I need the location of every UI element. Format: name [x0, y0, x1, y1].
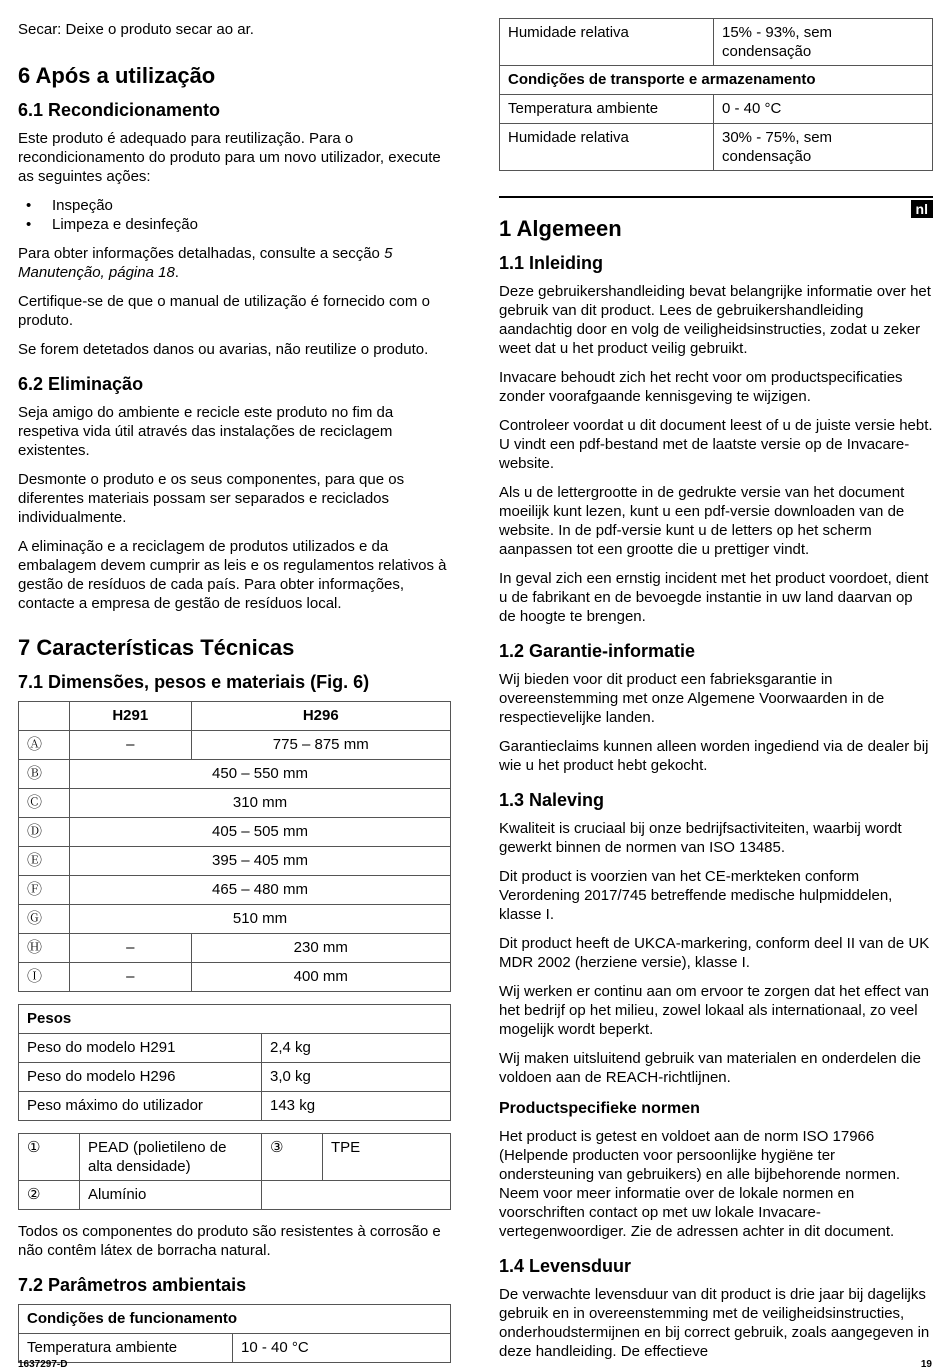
dimension-symbol: Ⓓ	[19, 818, 70, 847]
table-row	[19, 963, 451, 992]
dimension-symbol: Ⓒ	[19, 789, 70, 818]
table-header-empty	[19, 702, 70, 731]
paragraph: Desmonte o produto e os seus componentes, para que os diferentes materiais possam ser separados e reciclados individualmente.	[18, 471, 405, 526]
paragraph: Als u de lettergrootte in de gedrukte versie van het document moeilijk kunt lezen, kunt u een pdf-versie downloaden van de website. In de pdf-versie kunt u de letters op het scherm aanpassen tot een grootte die u prettiger vindt.	[499, 484, 905, 558]
subsection-heading: Productspecifieke normen	[499, 1100, 700, 1117]
table-row	[19, 1181, 451, 1210]
table-row	[19, 905, 451, 934]
table-cell: Temperatura ambiente	[500, 95, 714, 124]
table-row	[19, 1063, 451, 1092]
drying-instruction: Secar: Deixe o produto secar ao ar.	[18, 21, 254, 38]
table-cell: 405 – 505 mm	[70, 818, 451, 847]
table-cell: Alumínio	[80, 1181, 262, 1210]
table-cell: Peso máximo do utilizador	[19, 1092, 262, 1121]
paragraph	[18, 244, 451, 282]
dimension-symbol: Ⓘ	[19, 963, 70, 992]
table-row	[19, 934, 451, 963]
section-link[interactable]: 5 Manutenção, página 18	[18, 245, 393, 281]
paragraph: Invacare behoudt zich het recht voor om productspecificaties zonder voorafgaande kennisgeving te wijzigen.	[499, 369, 903, 405]
table-cell: –	[70, 963, 192, 992]
paragraph: Se forem detetados danos ou avarias, não reutilize o produto.	[18, 341, 429, 358]
table-header: Condições de funcionamento	[19, 1305, 451, 1334]
paragraph: Seja amigo do ambiente e recicle este produto no fim da respetiva vida útil através das instalações de reciclagem existentes.	[18, 404, 394, 459]
dimension-symbol: Ⓕ	[19, 876, 70, 905]
table-cell: Humidade relativa	[500, 124, 714, 171]
list-item: • Limpeza e desinfeção	[18, 215, 451, 234]
table-cell: 230 mm	[191, 934, 451, 963]
section-6-1-heading: 6.1 Recondicionamento	[18, 100, 221, 120]
table-row	[19, 847, 451, 876]
table-row	[19, 760, 451, 789]
paragraph: Este produto é adequado para reutilização. Para o recondicionamento do produto para um novo utilizador, execute as seguintes ações:	[18, 130, 441, 185]
table-header: H296	[191, 702, 451, 731]
table-row	[19, 789, 451, 818]
paragraph: Deze gebruikershandleiding bevat belangrijke informatie over het gebruik van dit product. Lees de gebruikershandleiding aandachtig door en volg de veiligheidsinstructies, zodat u zeker weet dat u het product veilig gebruikt.	[499, 283, 931, 357]
right-column	[499, 0, 933, 1371]
table-header: Pesos	[19, 1005, 451, 1034]
table-cell: 2,4 kg	[262, 1034, 451, 1063]
weights-table	[18, 1004, 451, 1121]
section-1-1-heading: 1.1 Inleiding	[499, 253, 604, 273]
dimension-symbol: Ⓔ	[19, 847, 70, 876]
table-cell: 450 – 550 mm	[70, 760, 451, 789]
paragraph: Garantieclaims kunnen alleen worden ingediend via de dealer bij wie u het product hebt gekocht.	[499, 738, 929, 774]
page-number: 19	[920, 1359, 932, 1370]
table-row	[19, 702, 451, 731]
table-cell: 30% - 75%, sem condensação	[714, 124, 933, 171]
paragraph: Kwaliteit is cruciaal bij onze bedrijfsactiviteiten, waarbij wordt gewerkt binnen de normen van ISO 13485.	[499, 820, 902, 856]
dimension-symbol: Ⓑ	[19, 760, 70, 789]
paragraph: Het product is getest en voldoet aan de norm ISO 17966 (Helpende producten voor persoonlijke hygiëne ter ondersteuning van gebruikers) en alle bijbehorende normen. Neem voor meer informatie over de lokale normen en voorschriften contact op met uw lokale Invacare-vertegenwoordiger. Zie de adressen achter in dit document.	[499, 1128, 901, 1240]
paragraph: Dit product is voorzien van het CE-merkteken conform Verordening 2017/745 betreffende medische hulpmiddelen, klasse I.	[499, 868, 893, 923]
language-tab: nl	[911, 200, 933, 218]
materials-table	[18, 1133, 451, 1210]
material-number: ③	[262, 1134, 323, 1181]
table-row	[500, 19, 933, 66]
table-cell: Peso do modelo H291	[19, 1034, 262, 1063]
section-7-heading: 7 Características Técnicas	[18, 635, 295, 660]
table-cell-empty	[262, 1181, 451, 1210]
table-row	[19, 1034, 451, 1063]
table-row	[500, 66, 933, 95]
actions-list	[18, 196, 451, 234]
section-1-2-heading: 1.2 Garantie-informatie	[499, 641, 696, 661]
text: .	[174, 264, 179, 281]
language-divider	[499, 196, 933, 217]
operating-conditions-table	[18, 1304, 451, 1363]
table-header: H291	[70, 702, 192, 731]
table-cell: Humidade relativa	[500, 19, 714, 66]
table-cell: PEAD (polietileno de alta densidade)	[80, 1134, 262, 1181]
table-cell: 10 - 40 °C	[233, 1334, 451, 1363]
table-cell: Peso do modelo H296	[19, 1063, 262, 1092]
table-row	[19, 1005, 451, 1034]
paragraph: In geval zich een ernstig incident met het product voordoet, dient u de fabrikant en de bevoegde instantie in uw land daarvan op de hoogte te brengen.	[499, 570, 929, 625]
table-cell: 3,0 kg	[262, 1063, 451, 1092]
table-row	[19, 818, 451, 847]
table-cell: 15% - 93%, sem condensação	[714, 19, 933, 66]
paragraph: Certifique-se de que o manual de utilização é fornecido com o produto.	[18, 293, 430, 329]
table-cell: –	[70, 731, 192, 760]
paragraph: Dit product heeft de UKCA-markering, conform deel II van de UK MDR 2002 (herziene versie), klasse I.	[499, 935, 930, 971]
table-cell: 465 – 480 mm	[70, 876, 451, 905]
section-7-2-heading: 7.2 Parâmetros ambientais	[18, 1275, 247, 1295]
environmental-table-continued	[499, 18, 933, 171]
paragraph: Wij werken er continu aan om ervoor te zorgen dat het effect van het bedrijf op het milieu, zowel lokaal als internationaal, zo veel mogelijk wordt beperkt.	[499, 983, 929, 1038]
dimension-symbol: Ⓖ	[19, 905, 70, 934]
table-cell: TPE	[323, 1134, 451, 1181]
table-row	[19, 1334, 451, 1363]
table-cell: 775 – 875 mm	[191, 731, 451, 760]
material-number: ①	[19, 1134, 80, 1181]
section-6-heading: 6 Após a utilização	[18, 63, 216, 88]
table-cell: 400 mm	[191, 963, 451, 992]
left-column	[18, 0, 451, 1363]
paragraph: De verwachte levensduur van dit product is drie jaar bij dagelijks gebruik en in overeenstemming met de veiligheidsinstructies, onderhoudstermijnen en bij correct gebruik, zoals aangegeven in deze handleiding. De effectieve	[499, 1286, 930, 1360]
table-cell: 310 mm	[70, 789, 451, 818]
table-cell: –	[70, 934, 192, 963]
table-cell: 510 mm	[70, 905, 451, 934]
table-cell: 395 – 405 mm	[70, 847, 451, 876]
section-7-1-heading: 7.1 Dimensões, pesos e materiais (Fig. 6)	[18, 672, 370, 692]
paragraph: Todos os componentes do produto são resistentes à corrosão e não contêm látex de borracha natural.	[18, 1223, 441, 1259]
dimension-symbol: Ⓐ	[19, 731, 70, 760]
section-1-3-heading: 1.3 Naleving	[499, 790, 605, 810]
table-cell: 143 kg	[262, 1092, 451, 1121]
paragraph: A eliminação e a reciclagem de produtos utilizados e da embalagem devem cumprir as leis e os regulamentos relativos à gestão de resíduos de cada país. Para obter informações, contacte a empresa de gestão de resíduos local.	[18, 538, 447, 612]
paragraph: Wij maken uitsluitend gebruik van materialen en onderdelen die voldoen aan de REACH-richtlijnen.	[499, 1050, 921, 1086]
table-row	[19, 731, 451, 760]
table-row	[19, 876, 451, 905]
dimensions-table	[18, 701, 451, 992]
text: Para obter informações detalhadas, consulte a secção	[18, 245, 385, 262]
dimension-symbol: Ⓗ	[19, 934, 70, 963]
table-cell: 0 - 40 °C	[714, 95, 933, 124]
table-row	[19, 1134, 451, 1181]
table-row	[19, 1092, 451, 1121]
section-6-2-heading: 6.2 Eliminação	[18, 374, 144, 394]
table-header: Condições de transporte e armazenamento	[500, 66, 933, 95]
document-number: 1637297-D	[18, 1359, 68, 1370]
material-number: ②	[19, 1181, 80, 1210]
list-item: • Inspeção	[18, 196, 451, 215]
table-cell: Temperatura ambiente	[19, 1334, 233, 1363]
table-row	[500, 124, 933, 171]
paragraph: Wij bieden voor dit product een fabrieksgarantie in overeenstemming met onze Algemene Voorwaarden in de respectievelijke landen.	[499, 671, 885, 726]
table-row	[500, 95, 933, 124]
paragraph: Controleer voordat u dit document leest of u de juiste versie hebt. U vindt een pdf-bestand met de laatste versie op de Invacare-website.	[499, 417, 933, 472]
table-row	[19, 1305, 451, 1334]
section-1-4-heading: 1.4 Levensduur	[499, 1256, 632, 1276]
section-1-heading: 1 Algemeen	[499, 216, 622, 241]
